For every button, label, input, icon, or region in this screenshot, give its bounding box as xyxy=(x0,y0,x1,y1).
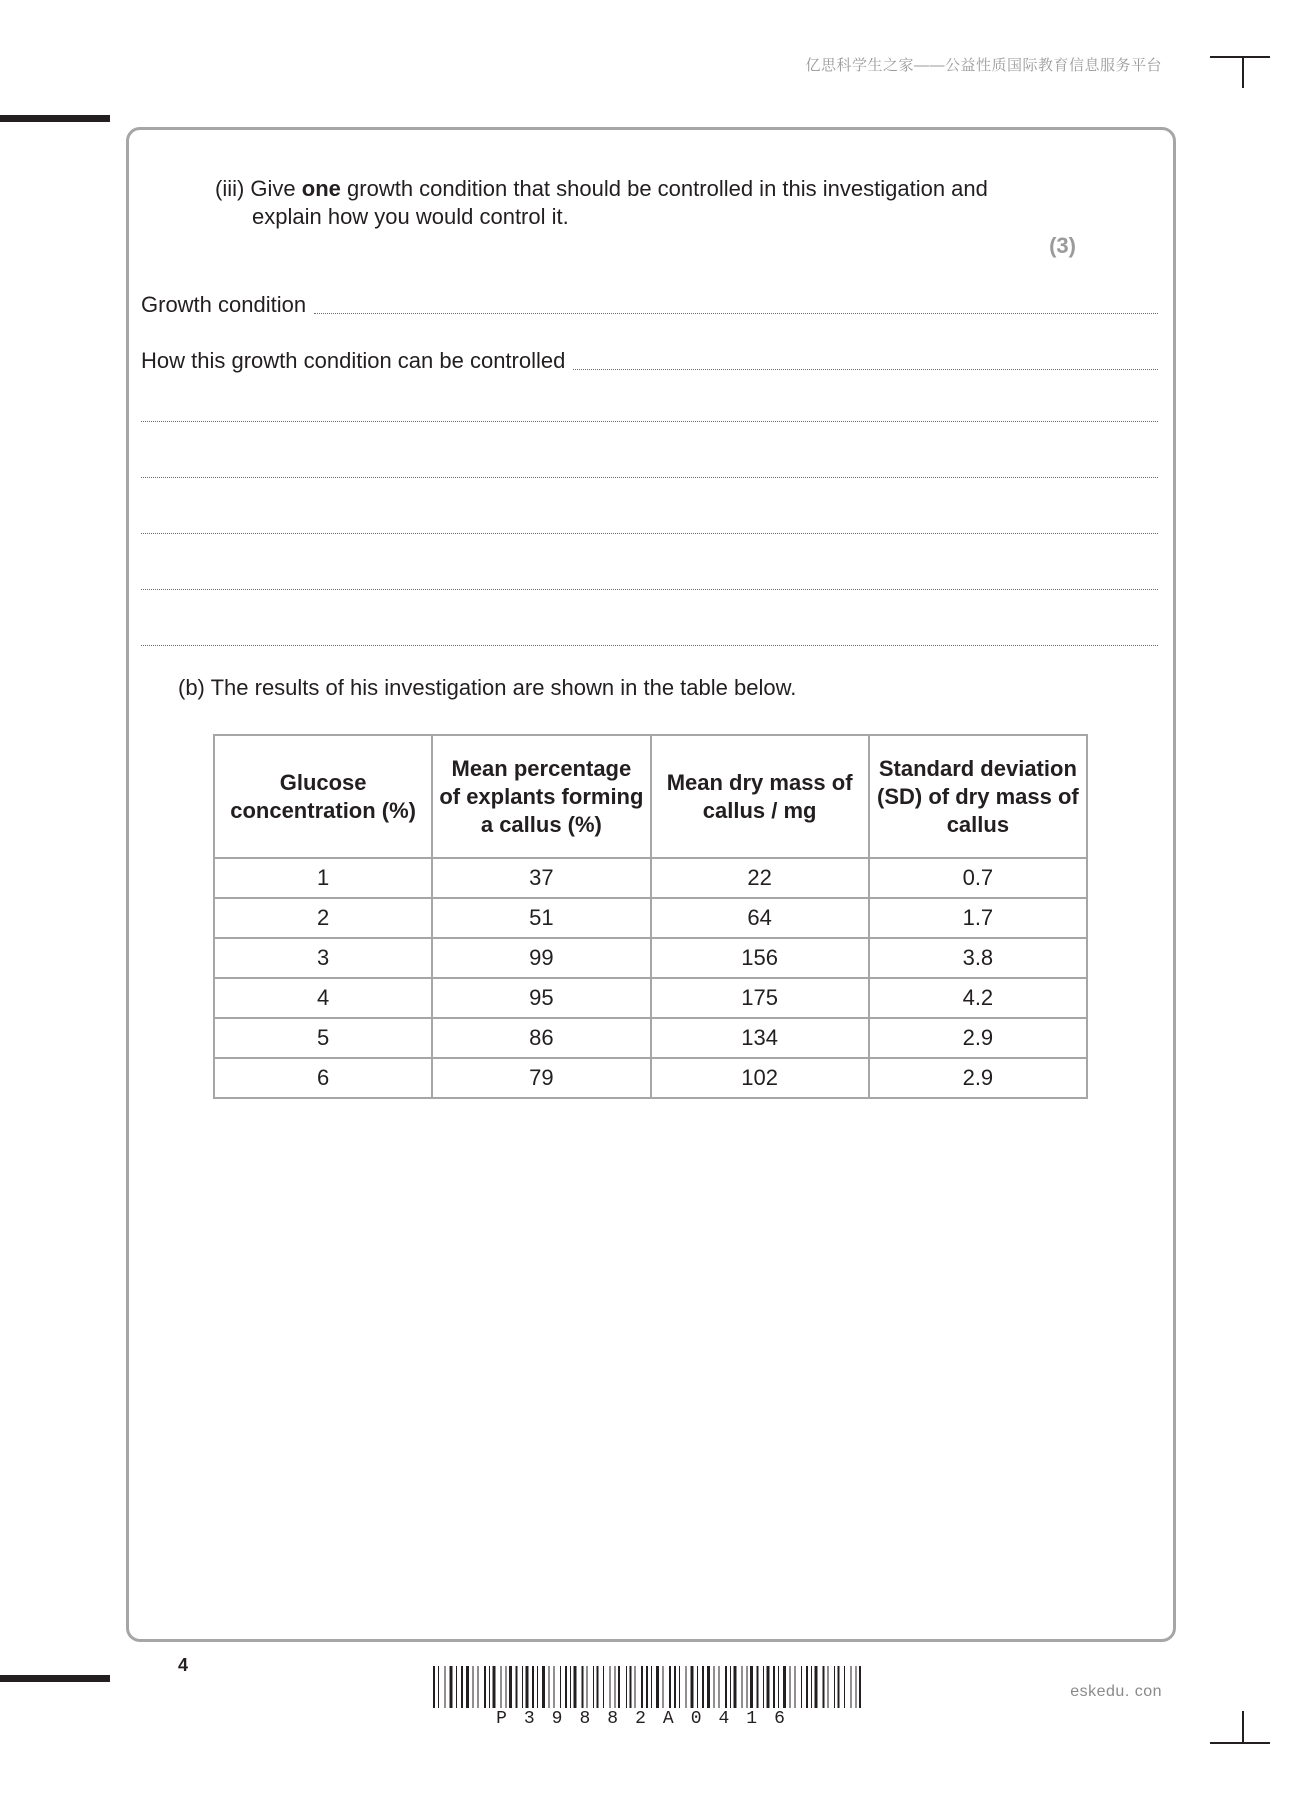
cell-dry-mass: 156 xyxy=(651,938,869,978)
crop-mark-bottom-horizontal xyxy=(1210,1742,1270,1744)
barcode-bar xyxy=(516,1666,518,1708)
barcode-bar xyxy=(526,1666,529,1708)
table-row xyxy=(214,858,1087,898)
barcode-bar xyxy=(456,1666,457,1708)
barcode-bar xyxy=(707,1666,710,1708)
barcode-bar xyxy=(801,1666,802,1708)
page-number: 4 xyxy=(178,1655,189,1675)
cell-dry-mass: 102 xyxy=(651,1058,869,1098)
barcode-bar xyxy=(702,1666,704,1708)
answer-line-1[interactable] xyxy=(141,421,1158,422)
barcode-bar xyxy=(856,1666,857,1708)
barcode-bar xyxy=(663,1666,664,1708)
cell-glucose: 3 xyxy=(214,938,432,978)
barcode-bar xyxy=(626,1666,627,1708)
cell-sd: 3.8 xyxy=(869,938,1087,978)
barcode-bar xyxy=(615,1666,616,1708)
cell-glucose: 4 xyxy=(214,978,432,1018)
barcode-bar xyxy=(783,1666,786,1708)
left-margin-bar-top xyxy=(0,115,110,122)
barcode-bar xyxy=(509,1666,512,1708)
cell-glucose: 2 xyxy=(214,898,432,938)
barcode-bar xyxy=(537,1666,538,1708)
barcode-bar xyxy=(587,1666,588,1708)
barcode-bar xyxy=(742,1666,743,1708)
barcode-bar xyxy=(838,1666,840,1708)
barcode-bar xyxy=(582,1666,584,1708)
barcode-bar xyxy=(478,1666,479,1708)
footer-site-text: eskedu. con xyxy=(1070,1683,1162,1700)
barcode-bar xyxy=(651,1666,652,1708)
growth-condition-answer-line[interactable] xyxy=(314,313,1158,314)
question-iii-prefix: (iii) Give xyxy=(215,176,302,201)
barcode-bar xyxy=(466,1666,469,1708)
crop-mark-top-horizontal xyxy=(1210,56,1270,58)
barcode-bar xyxy=(433,1666,435,1708)
header-mean-percentage: Mean percentage of explants forming a callus (%) xyxy=(432,735,650,858)
table-row xyxy=(214,1018,1087,1058)
barcode-bar xyxy=(674,1666,676,1708)
header-watermark-text: 亿思科学生之家——公益性质国际教育信息服务平台 xyxy=(805,57,1162,74)
table-header-row xyxy=(214,735,1087,858)
cell-dry-mass: 22 xyxy=(651,858,869,898)
barcode-bar xyxy=(747,1666,748,1708)
how-controlled-answer-line[interactable] xyxy=(573,369,1158,370)
barcode-bar xyxy=(630,1666,632,1708)
barcode-image xyxy=(433,1666,865,1708)
cell-dry-mass: 175 xyxy=(651,978,869,1018)
table-row xyxy=(214,938,1087,978)
barcode-number: P39882A0416 xyxy=(496,1709,802,1729)
barcode-bar xyxy=(811,1666,812,1708)
question-iii-emphasis: one xyxy=(301,176,341,201)
cell-percentage: 99 xyxy=(432,938,650,978)
question-iii-line2: explain how you would control it. xyxy=(252,204,569,229)
barcode-bar xyxy=(725,1666,727,1708)
barcode-bar xyxy=(506,1666,507,1708)
barcode-bar xyxy=(635,1666,636,1708)
barcode-bar xyxy=(445,1666,446,1708)
cell-percentage: 37 xyxy=(432,858,650,898)
growth-condition-label: Growth condition xyxy=(141,292,307,317)
left-margin-bar-bottom xyxy=(0,1675,110,1682)
barcode-bar xyxy=(859,1666,861,1708)
barcode-bar xyxy=(565,1666,567,1708)
cell-dry-mass: 64 xyxy=(651,898,869,938)
header-glucose-concentration: Glucose concentration (%) xyxy=(214,735,432,858)
barcode-bar xyxy=(806,1666,808,1708)
cell-sd: 2.9 xyxy=(869,1058,1087,1098)
barcode-bar xyxy=(691,1666,694,1708)
question-iii-line1 xyxy=(215,175,988,203)
table-row xyxy=(214,978,1087,1018)
how-controlled-field[interactable] xyxy=(141,345,1158,375)
barcode-bar xyxy=(493,1666,496,1708)
barcode-bar xyxy=(823,1666,825,1708)
barcode-bar xyxy=(473,1666,474,1708)
cell-percentage: 79 xyxy=(432,1058,650,1098)
barcode-bar xyxy=(686,1666,687,1708)
part-b-text: (b) The results of his investigation are shown in the table below. xyxy=(178,675,797,700)
question-iii-rest: growth condition that should be controlled in this investigation and xyxy=(340,176,988,201)
barcode-bar xyxy=(484,1666,486,1708)
results-table xyxy=(213,734,1088,1099)
barcode-bar xyxy=(815,1666,818,1708)
barcode-bar xyxy=(450,1666,453,1708)
cell-glucose: 5 xyxy=(214,1018,432,1058)
cell-sd: 2.9 xyxy=(869,1018,1087,1058)
barcode-bar xyxy=(646,1666,648,1708)
cell-glucose: 1 xyxy=(214,858,432,898)
cell-glucose: 6 xyxy=(214,1058,432,1098)
answer-line-5[interactable] xyxy=(141,645,1158,646)
cell-sd: 1.7 xyxy=(869,898,1087,938)
cell-sd: 0.7 xyxy=(869,858,1087,898)
barcode-bar xyxy=(656,1666,659,1708)
barcode-bar xyxy=(669,1666,671,1708)
barcode-bar xyxy=(542,1666,545,1708)
crop-mark-top-vertical xyxy=(1242,56,1244,88)
barcode-bar xyxy=(641,1666,643,1708)
barcode-bar xyxy=(438,1666,439,1708)
barcode-bar xyxy=(790,1666,791,1708)
table-row xyxy=(214,1058,1087,1098)
barcode-bar xyxy=(610,1666,611,1708)
barcode-bar xyxy=(501,1666,502,1708)
barcode-bar xyxy=(773,1666,775,1708)
growth-condition-field[interactable] xyxy=(141,289,1158,319)
barcode-bar xyxy=(719,1666,720,1708)
barcode-bar xyxy=(834,1666,835,1708)
barcode-bar xyxy=(795,1666,796,1708)
cell-percentage: 86 xyxy=(432,1018,650,1058)
barcode-bar xyxy=(461,1666,463,1708)
barcode-bar xyxy=(679,1666,680,1708)
answer-line-3[interactable] xyxy=(141,533,1158,534)
barcode-bar xyxy=(844,1666,845,1708)
cell-dry-mass: 134 xyxy=(651,1018,869,1058)
barcode-bar xyxy=(560,1666,561,1708)
header-mean-dry-mass: Mean dry mass of callus / mg xyxy=(651,735,869,858)
cell-sd: 4.2 xyxy=(869,978,1087,1018)
marks-indicator: (3) xyxy=(1049,233,1076,258)
barcode-bar xyxy=(489,1666,490,1708)
barcode-bar xyxy=(757,1666,759,1708)
barcode-bar xyxy=(763,1666,764,1708)
barcode-bar xyxy=(851,1666,852,1708)
barcode-bar xyxy=(597,1666,599,1708)
barcode-bar xyxy=(618,1666,620,1708)
barcode-bar xyxy=(603,1666,604,1708)
barcode-bar xyxy=(593,1666,594,1708)
barcode-bar xyxy=(554,1666,555,1708)
barcode-bar xyxy=(549,1666,550,1708)
answer-line-4[interactable] xyxy=(141,589,1158,590)
cell-percentage: 95 xyxy=(432,978,650,1018)
barcode-bar xyxy=(532,1666,534,1708)
barcode-bar xyxy=(570,1666,571,1708)
answer-line-2[interactable] xyxy=(141,477,1158,478)
how-controlled-label: How this growth condition can be controlled xyxy=(141,348,566,373)
barcode-bar xyxy=(697,1666,698,1708)
barcode-bar xyxy=(778,1666,779,1708)
barcode-bar xyxy=(734,1666,737,1708)
barcode-bar xyxy=(828,1666,829,1708)
barcode-bar xyxy=(750,1666,753,1708)
crop-mark-bottom-vertical xyxy=(1242,1711,1244,1744)
barcode-bar xyxy=(730,1666,731,1708)
barcode-bar xyxy=(767,1666,770,1708)
barcode-bar xyxy=(574,1666,577,1708)
barcode-bar xyxy=(522,1666,523,1708)
table-row xyxy=(214,898,1087,938)
barcode-bar xyxy=(714,1666,715,1708)
header-standard-deviation: Standard deviation (SD) of dry mass of callus xyxy=(869,735,1087,858)
cell-percentage: 51 xyxy=(432,898,650,938)
